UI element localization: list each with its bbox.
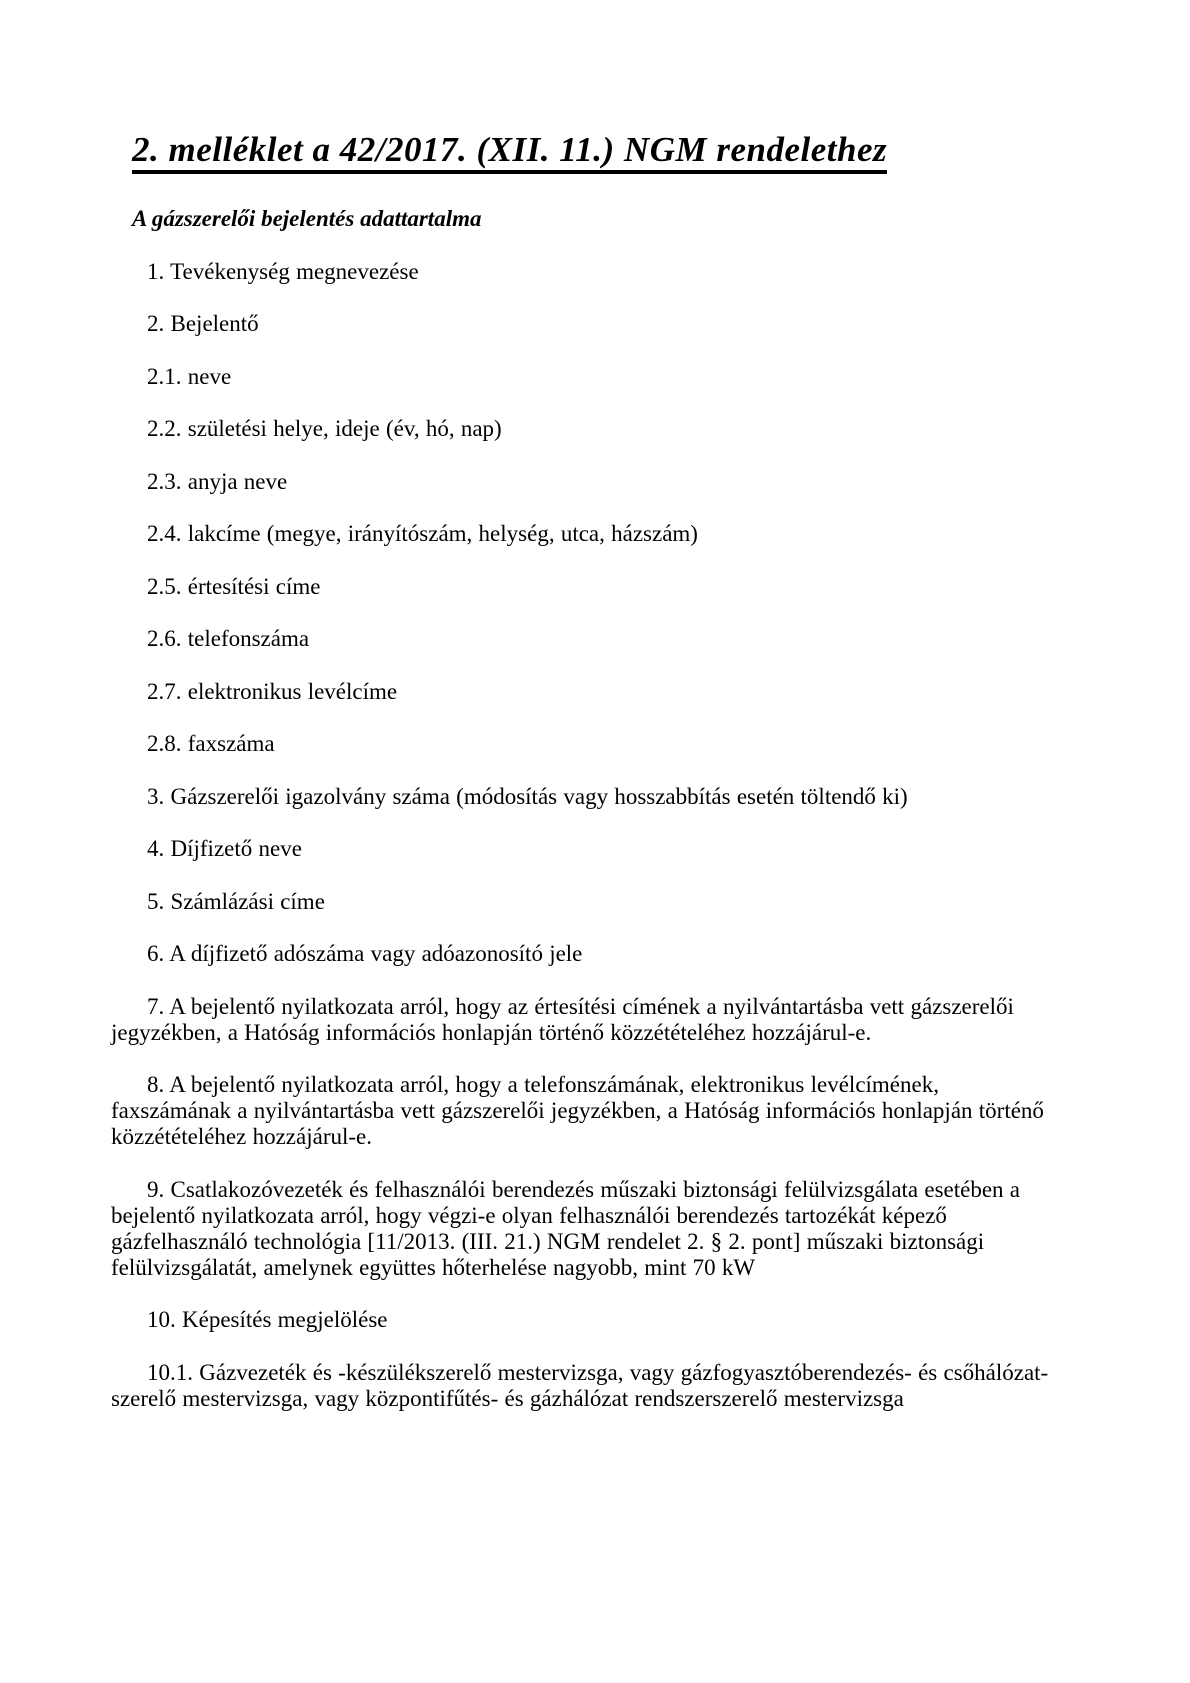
paragraph: 6. A díjfizető adószáma vagy adóazonosító jele [147,941,583,966]
appendix-title [132,128,1061,172]
paragraph: 10.1. Gázvezeték és -készülékszerelő mestervizsga, vagy gázfogyasztóberendezés- és csőhálózat-szerelő mestervizsga, vagy központifűtés- és gázhálózat rendszerszerelő mestervizsga [111,1359,1049,1411]
paragraph-list [111,259,1061,1412]
paragraph: 8. A bejelentő nyilatkozata arról, hogy a telefonszámának, elektronikus levélcímének, faxszámának a nyilvántartásba vett gázszerelői jegyzékben, a Hatóság információs honlapján történő közzétételéhez hozzájárul-e. [111,1072,1044,1149]
paragraph: 2.8. faxszáma [147,731,275,756]
paragraph: 4. Díjfizető neve [147,836,302,861]
paragraph: 2.7. elektronikus levélcíme [147,678,398,704]
paragraph: 2.5. értesítési címe [147,573,321,599]
paragraph: 2.2. születési helye, ideje (év, hó, nap) [147,416,502,441]
paragraph: 1. Tevékenység megnevezése [147,258,419,284]
paragraph: 5. Számlázási címe [147,888,325,914]
paragraph: 2.3. anyja neve [147,468,288,494]
appendix-title-text: 2. melléklet a 42/2017. (XII. 11.) NGM rendelethez [132,130,887,174]
paragraph: 10. Képesítés megjelölése [147,1307,388,1332]
paragraph: 2.1. neve [147,363,232,389]
paragraph: 2.4. lakcíme (megye, irányítószám, helység, utca, házszám) [147,521,698,546]
paragraph: 2.6. telefonszáma [147,626,310,651]
paragraph: 7. A bejelentő nyilatkozata arról, hogy az értesítési címének a nyilvántartásba vett gázszerelői jegyzékben, a Hatóság információs honlapján történő közzétételéhez hozzájárul-e. [111,993,1014,1045]
paragraph: 3. Gázszerelői igazolvány száma (módosítás vagy hosszabbítás esetén töltendő ki) [147,783,908,809]
document-subtitle: A gázszerelői bejelentés adattartalma [132,206,482,231]
paragraph: 2. Bejelentő [147,311,259,336]
paragraph: 9. Csatlakozóvezeték és felhasználói berendezés műszaki biztonsági felülvizsgálata esetében a bejelentő nyilatkozata arról, hogy végzi-e olyan felhasználói berendezés tartozékát képező gázfelhasználó technológia [11/2013. (III. 21.) NGM rendelet 2. § 2. pont] műszaki biztonsági felülvizsgálatát, amelynek együttes hőterhelése nagyobb, mint 70 kW [111,1176,1021,1280]
